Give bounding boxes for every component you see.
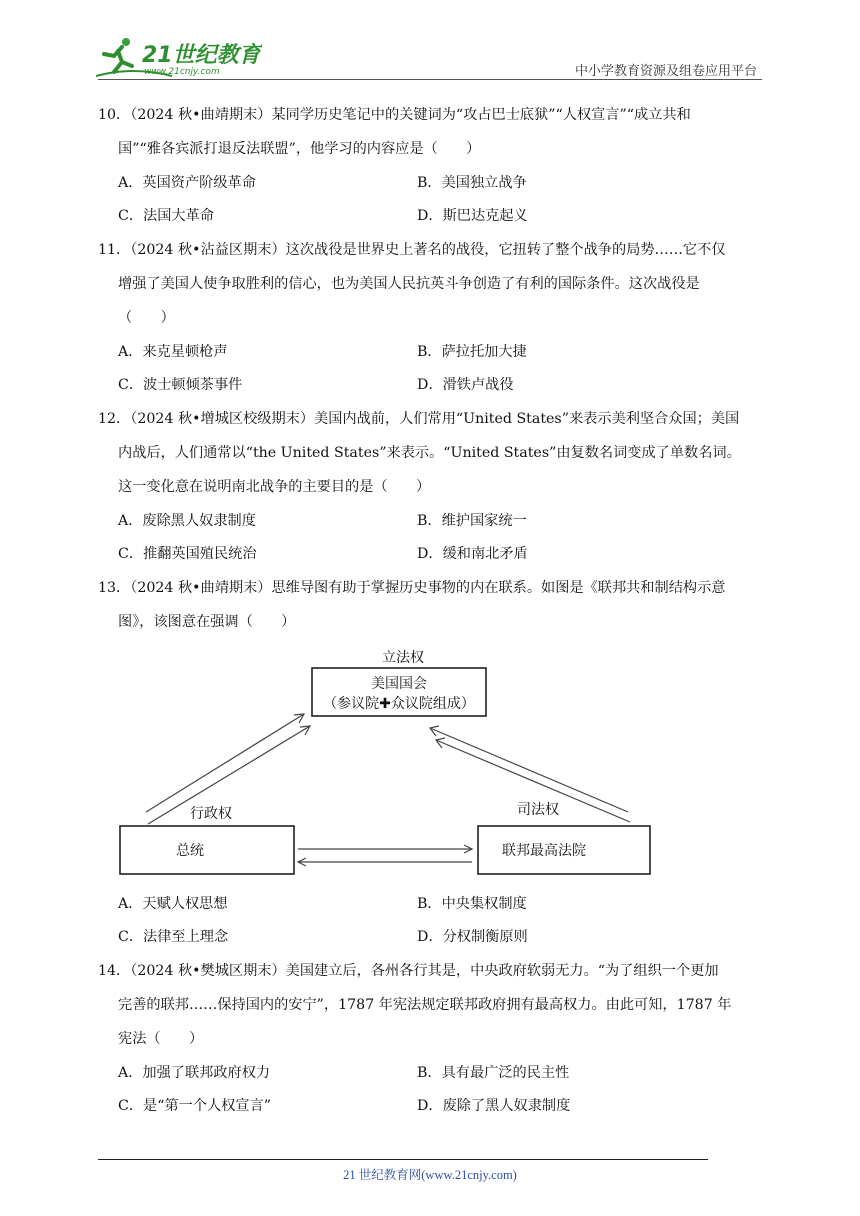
option-b[interactable]: B．中央集权制度 <box>417 896 527 912</box>
option-a[interactable]: A．废除黑人奴隶制度 <box>118 513 256 529</box>
options-row <box>118 199 758 233</box>
options-row <box>118 887 758 921</box>
options-row <box>118 166 758 200</box>
judicial-label: 司法权 <box>517 802 559 818</box>
option-d[interactable]: D．缓和南北矛盾 <box>417 546 528 562</box>
president-box <box>120 826 294 874</box>
option-d[interactable]: D．废除了黑人奴隶制度 <box>417 1098 571 1114</box>
question-stem-line: 这一变化意在说明南北战争的主要目的是（ ） <box>118 479 431 495</box>
options-row <box>118 368 758 402</box>
president-label: 总统 <box>176 843 204 859</box>
option-b[interactable]: B．美国独立战争 <box>417 175 527 191</box>
question-stem-line: 增强了美国人使争取胜利的信心，也为美国人民抗英斗争创造了有利的国际条件。这次战役是 <box>118 276 700 292</box>
question-stem-line: 13．（2024 秋•曲靖期末）思维导图有助于掌握历史事物的内在联系。如图是《联邦共和制结构示意 <box>98 580 726 596</box>
option-d[interactable]: D．斯巴达克起义 <box>417 208 528 224</box>
option-c[interactable]: C．法国大革命 <box>118 208 214 224</box>
question-12 <box>98 402 762 504</box>
option-a[interactable]: A．天赋人权思想 <box>118 896 228 912</box>
footer-divider <box>98 1159 708 1160</box>
question-stem-line: 宪法（ ） <box>118 1031 204 1047</box>
options-row <box>118 920 758 954</box>
option-a[interactable]: A．英国资产阶级革命 <box>118 175 256 191</box>
question-10 <box>98 98 762 166</box>
congress-title: 美国国会 <box>371 676 427 692</box>
question-stem-line: 12．（2024 秋•增城区校级期末）美国内战前，人们常用“United States”来表示美利坚合众国；美国 <box>98 411 740 427</box>
executive-label: 行政权 <box>190 806 232 822</box>
options-row <box>118 1089 758 1123</box>
options-row <box>118 335 758 369</box>
question-stem-line: 国”“雅各宾派打退反法联盟”，他学习的内容应是（ ） <box>118 141 481 157</box>
option-c[interactable]: C．推翻英国殖民统治 <box>118 546 257 562</box>
option-a[interactable]: A．加强了联邦政府权力 <box>118 1065 271 1081</box>
logo-text: 21世纪教育 <box>142 43 261 68</box>
options-row <box>118 537 758 571</box>
question-stem-line: （ ） <box>118 310 175 326</box>
option-d[interactable]: D．分权制衡原则 <box>417 929 528 945</box>
header-platform-text: 中小学教育资源及组卷应用平台 <box>574 64 757 79</box>
option-d[interactable]: D．滑铁卢战役 <box>417 377 514 393</box>
question-14 <box>98 954 762 1056</box>
footer-link[interactable]: 21 世纪教育网(www.21cnjy.com) <box>343 1168 517 1182</box>
option-a[interactable]: A．来克星顿枪声 <box>118 344 228 360</box>
question-13 <box>98 571 762 639</box>
site-logo <box>92 36 262 80</box>
logo-url: www.21cnjy.com <box>144 67 220 77</box>
options-row <box>118 1056 758 1090</box>
question-stem-line: 11．（2024 秋•沾益区期末）这次战役是世界史上著名的战役，它扭转了整个战争的局势……它不仅 <box>98 242 726 258</box>
legislative-label: 立法权 <box>382 650 424 666</box>
question-stem-line: 内战后，人们通常以“the United States”来表示。“United States”由复数名词变成了单数名词。 <box>118 445 741 461</box>
option-b[interactable]: B．具有最广泛的民主性 <box>417 1065 570 1081</box>
question-stem-line: 10．（2024 秋•曲靖期末）某同学历史笔记中的关键词为“攻占巴士底狱”“人权宣言”“成立共和 <box>98 107 691 123</box>
question-stem-line: 14．（2024 秋•樊城区期末）美国建立后，各州各行其是，中央政府软弱无力。“为了组织一个更加 <box>98 963 719 979</box>
options-row <box>118 504 758 538</box>
congress-subtitle: （参议院✚众议院组成） <box>323 696 475 712</box>
question-stem-line: 图》，该图意在强调（ ） <box>118 614 296 630</box>
option-c[interactable]: C．是“第一个人权宣言” <box>118 1098 272 1114</box>
option-b[interactable]: B．萨拉托加大捷 <box>417 344 527 360</box>
option-b[interactable]: B．维护国家统一 <box>417 513 527 529</box>
header-divider <box>98 79 762 80</box>
court-label: 联邦最高法院 <box>502 843 586 859</box>
option-c[interactable]: C．波士顿倾茶事件 <box>118 377 243 393</box>
federal-structure-diagram <box>118 644 658 878</box>
question-11 <box>98 233 762 335</box>
question-stem-line: 完善的联邦……保持国内的安宁”，1787 年宪法规定联邦政府拥有最高权力。由此可知，1787 年 <box>118 997 732 1013</box>
option-c[interactable]: C．法律至上理念 <box>118 929 229 945</box>
